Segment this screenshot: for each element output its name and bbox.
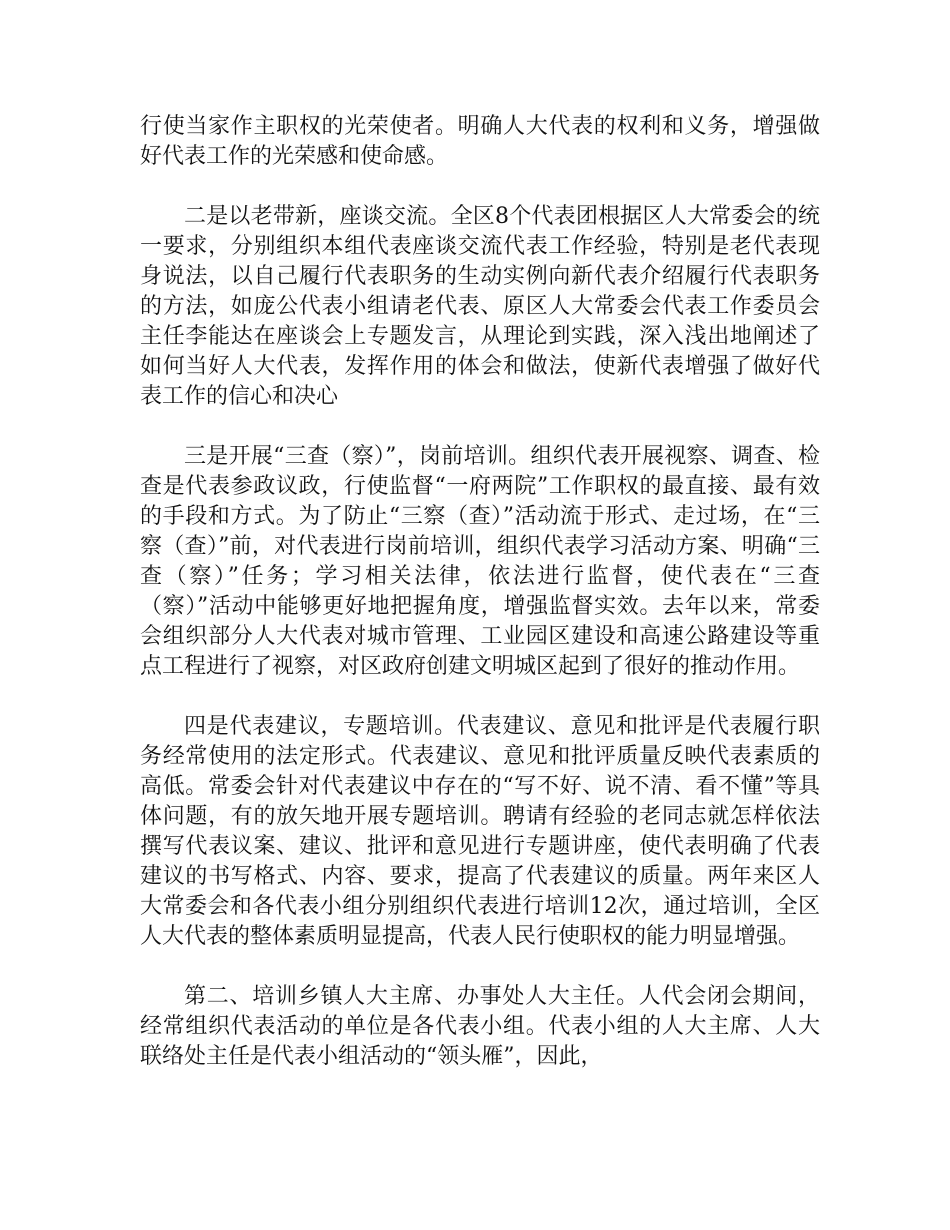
paragraph-1: 行使当家作主职权的光荣使者。明确人大代表的权利和义务，增强做好代表工作的光荣感和使命感。 <box>140 114 820 169</box>
paragraph-4: 四是代表建议，专题培训。代表建议、意见和批评是代表履行职务经常使用的法定形式。代表建议、意见和批评质量反映代表素质的高低。常委会针对代表建议中存在的“写不好、说不清、看不懂”等具体问题，有的放矢地开展专题培训。聘请有经验的老同志就怎样依法撰写代表议案、建议、批评和意见进行专题讲座，使代表明确了代表建议的书写格式、内容、要求，提高了代表建议的质量。两年来区人大常委会和各代表小组分别组织代表进行培训12次，通过培训，全区人大代表的整体素质明显提高，代表人民行使职权的能力明显增强。 <box>140 714 820 949</box>
document-page <box>140 112 820 1072</box>
paragraph-5: 第二、培训乡镇人大主席、办事处人大主任。人代会闭会期间，经常组织代表活动的单位是各代表小组。代表小组的人大主席、人大联络处主任是代表小组活动的“领头雁”，因此， <box>140 984 820 1069</box>
paragraph-2: 二是以老带新，座谈交流。全区8个代表团根据区人大常委会的统一要求，分别组织本组代表座谈交流代表工作经验，特别是老代表现身说法，以自己履行代表职务的生动实例向新代表介绍履行代表职务的方法，如庞公代表小组请老代表、原区人大常委会代表工作委员会主任李能达在座谈会上专题发言，从理论到实践，深入浅出地阐述了如何当好人大代表，发挥作用的体会和做法，使新代表增强了做好代表工作的信心和决心 <box>140 204 820 409</box>
paragraph-3: 三是开展“三查（察）”，岗前培训。组织代表开展视察、调查、检查是代表参政议政，行使监督“一府两院”工作职权的最直接、最有效的手段和方式。为了防止“三察（查）”活动流于形式、走过场，在“三察（查）”前，对代表进行岗前培训，组织代表学习活动方案、明确“三查（察）”任务；学习相关法律，依法进行监督，使代表在“三查（察）”活动中能够更好地把握角度，增强监督实效。去年以来，常委会组织部分人大代表对城市管理、工业园区建设和高速公路建设等重点工程进行了视察，对区政府创建文明城区起到了很好的推动作用。 <box>140 444 820 679</box>
